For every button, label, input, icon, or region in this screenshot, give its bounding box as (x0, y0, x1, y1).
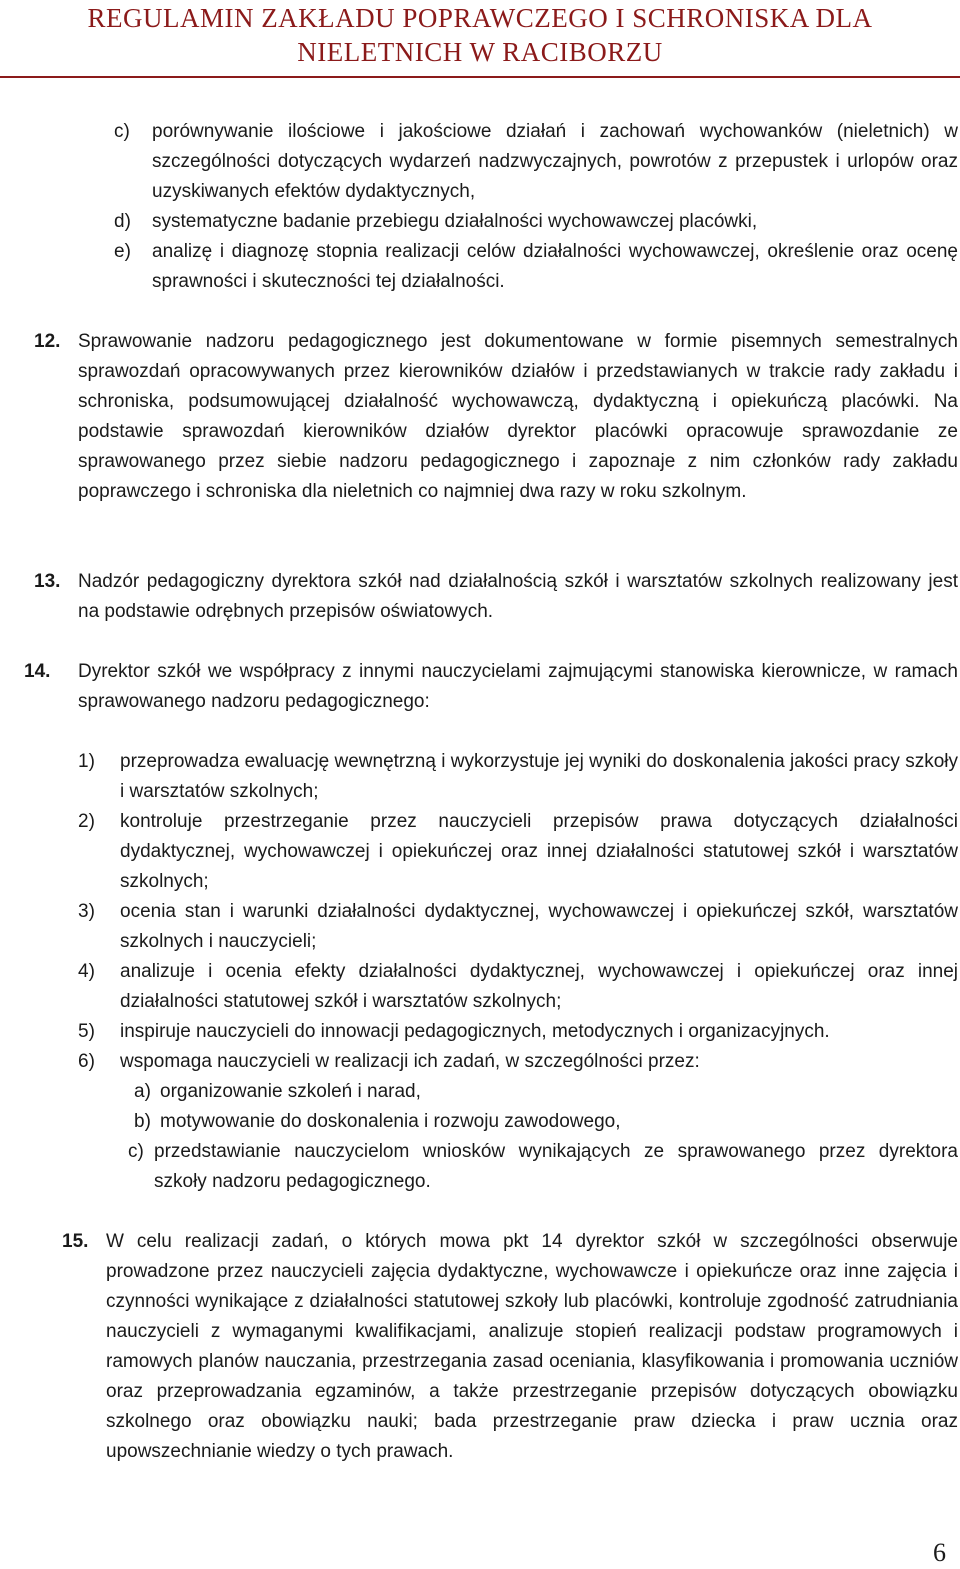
paragraph-number-14: 14. (24, 661, 51, 682)
page-number: 6 (933, 1538, 946, 1567)
header-title-line-2: NIELETNICH W RACIBORZU (297, 37, 663, 67)
numbered-item-label: 4) (78, 961, 95, 982)
numbered-item-1-text: przeprowadza ewaluację wewnętrzną i wykorzystuje jej wyniki do doskonalenia jakości pracy szkoły i warsztatów szkolnych; (120, 751, 958, 802)
numbered-item-6-text: wspomaga nauczycieli w realizacji ich zadań, w szczególności przez: (120, 1051, 700, 1072)
header-divider (0, 76, 960, 78)
list-item-d-text: systematyczne badanie przebiegu działalności wychowawczej placówki, (152, 211, 758, 232)
numbered-item-label: 3) (78, 901, 95, 922)
numbered-item-2-text: kontroluje przestrzeganie przez nauczycieli przepisów prawa dotyczących działalności dydaktycznej, wychowawczej i opiekuńczej oraz innej działalności statutowej szkół i warsztatów szkolnych; (120, 811, 958, 892)
list-item-label: c) (114, 121, 130, 142)
paragraph-number-15: 15. (62, 1231, 89, 1252)
numbered-item-label: 2) (78, 811, 95, 832)
sub-item-a-text: organizowanie szkoleń i narad, (160, 1081, 421, 1102)
paragraph-14-intro: Dyrektor szkół we współpracy z innymi nauczycielami zajmującymi stanowiska kierownicze, w ramach sprawowanego nadzoru pedagogicznego: (78, 661, 958, 712)
numbered-item-4-text: analizuje i ocenia efekty działalności dydaktycznej, wychowawczej i opiekuńczej oraz innej działalności statutowej szkół i warsztatów szkolnych; (120, 961, 958, 1012)
paragraph-13-text: Nadzór pedagogiczny dyrektora szkół nad działalnością szkół i warsztatów szkolnych realizowany jest na podstawie odrębnych przepisów oświatowych. (78, 571, 958, 622)
numbered-item-label: 6) (78, 1051, 95, 1072)
sub-item-label: a) (134, 1081, 151, 1102)
list-item-e-text: analizę i diagnozę stopnia realizacji celów działalności wychowawczej, określenie oraz ocenę sprawności i skuteczności tej działalności. (152, 241, 958, 292)
paragraph-12-text: Sprawowanie nadzoru pedagogicznego jest dokumentowane w formie pisemnych semestralnych sprawozdań opracowywanych przez kierowników działów i przedstawianych w trakcie rady zakładu i schroniska, podsumowującej działalność wychowawczą, dydaktyczną i opiekuńczą placówki. Na podstawie sprawozdań kierowników działów dyrektor placówki opracowuje sprawozdanie ze sprawowanego przez siebie nadzoru pedagogicznego i zapoznaje z nim członków rady zakładu poprawczego i schroniska dla nieletnich co najmniej dwa razy w roku szkolnym. (78, 331, 958, 502)
paragraph-number-12: 12. (34, 331, 61, 352)
header-title-line-1: REGULAMIN ZAKŁADU POPRAWCZEGO I SCHRONISKA DLA (87, 3, 873, 33)
numbered-item-5-text: inspiruje nauczycieli do innowacji pedagogicznych, metodycznych i organizacyjnych. (120, 1021, 830, 1042)
list-item-label: d) (114, 211, 131, 232)
paragraph-15-text: W celu realizacji zadań, o których mowa pkt 14 dyrektor szkół w szczególności obserwuje prowadzone przez nauczycieli zajęcia dydaktyczne, wychowawcze i opiekuńcze oraz inne zajęcia i czynności wynikające z działalności statutowej szkoły lub placówki, kontroluje zgodność zatrudniania nauczycieli z wymaganymi kwalifikacjami, analizuje stopień realizacji podstaw programowych i ramowych planów nauczania, przestrzegania zasad oceniania, klasyfikowania i promowania uczniów oraz przeprowadzania egzaminów, a także przestrzeganie przepisów dotyczących obowiązku szkolnego oraz obowiązku nauki; bada przestrzeganie praw dziecka i praw ucznia oraz upowszechnianie wiedzy o tych prawach. (106, 1231, 958, 1462)
document-header (0, 0, 960, 78)
sub-item-b-text: motywowanie do doskonalenia i rozwoju zawodowego, (160, 1111, 621, 1132)
numbered-item-label: 1) (78, 751, 95, 772)
numbered-item-label: 5) (78, 1021, 95, 1042)
paragraph-number-13: 13. (34, 571, 61, 592)
list-item-label: e) (114, 241, 131, 262)
sub-item-label: c) (128, 1141, 144, 1162)
sub-item-c-text: przedstawianie nauczycielom wniosków wynikających ze sprawowanego przez dyrektora szkoły nadzoru pedagogicznego. (154, 1141, 958, 1192)
list-item-c-text: porównywanie ilościowe i jakościowe działań i zachowań wychowanków (nieletnich) w szczególności dotyczących wydarzeń nadzwyczajnych, powrotów z przepustek i urlopów oraz uzyskiwanych efektów dydaktycznych, (152, 121, 958, 202)
sub-item-label: b) (134, 1111, 151, 1132)
numbered-item-3-text: ocenia stan i warunki działalności dydaktycznej, wychowawczej i opiekuńczej szkół, warsztatów szkolnych i nauczycieli; (120, 901, 958, 952)
